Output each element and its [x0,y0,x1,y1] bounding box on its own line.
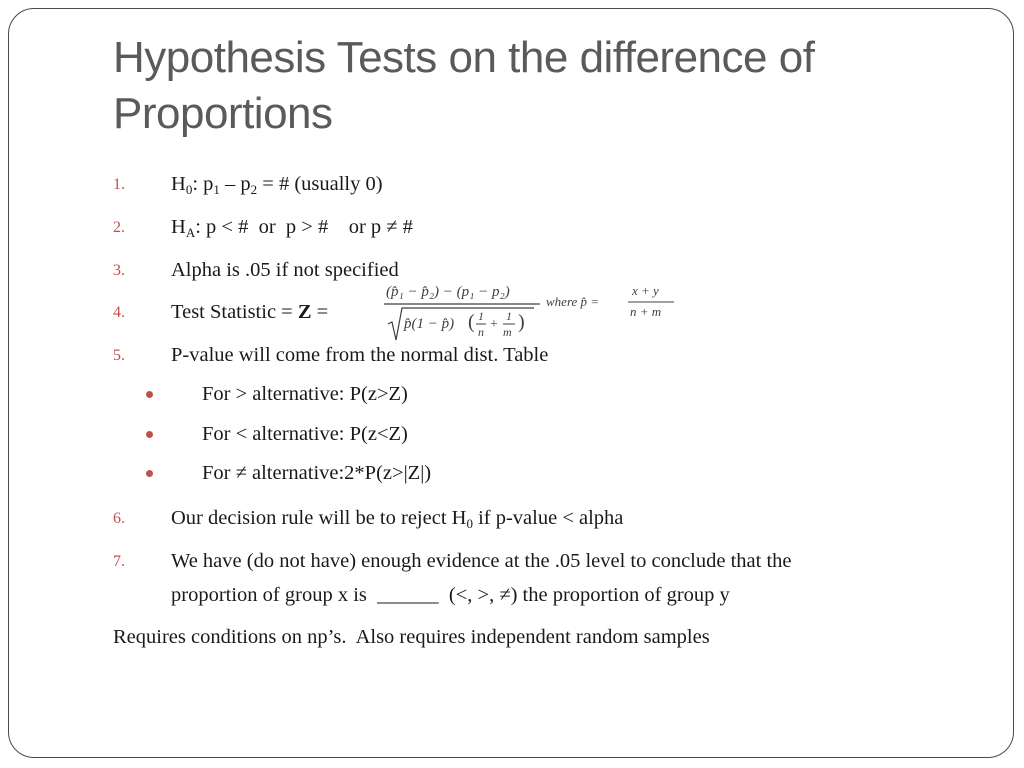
item-5-text: P-value will come from the normal dist. Table [171,344,549,366]
item-number-3: 3. [113,262,125,279]
formula-where: where p̂ = [546,294,600,309]
bullet-3-text: For ≠ alternative:2*P(z>|Z|) [202,462,432,484]
item-7-line-1: We have (do not have) enough evidence at the .05 level to conclude that the [171,550,792,572]
item-1-b: – p [219,173,251,195]
formula-plus: + [490,317,498,332]
item-1-text [171,171,383,197]
item-number-5: 5. [113,347,125,364]
bullet-1-text: For > alternative: P(z>Z) [202,383,408,405]
title-line-1: Hypothesis Tests on the difference of [113,33,815,82]
formula-m: m [503,325,512,339]
bullet-dot-3 [146,470,153,477]
item-4-text [171,299,328,325]
requirements-note: Requires conditions on np’s. Also requires independent random samples [113,626,710,648]
item-2-h: H [171,216,186,238]
item-number-2: 2. [113,219,125,236]
item-6-after: if p-value < alpha [472,507,624,529]
item-number-4: 4. [113,304,125,321]
item-4-after: = [311,301,329,323]
item-2-text [171,214,413,240]
item-6-text [171,505,623,531]
item-4-label: Test Statistic = [171,301,298,323]
test-statistic-formula [382,278,682,346]
svg-text:(: ( [468,311,475,333]
item-number-6: 6. [113,510,125,527]
item-number-7: 7. [113,553,125,570]
item-1-h-sub: 0 [185,182,193,197]
formula-where-den: n + m [630,304,662,319]
formula-denominator-prefix: p̂(1 − p̂) [404,316,455,332]
item-1-c: = # (usually 0) [257,173,383,195]
formula-one-1: 1 [478,309,484,323]
formula-where-num: x + y [632,283,659,298]
bullet-dot-1 [146,391,153,398]
item-1-a: : p [192,173,214,195]
item-6-label: Our decision rule will be to reject H [171,507,467,529]
formula-one-2: 1 [506,309,512,323]
item-6-sub: 0 [466,516,473,531]
item-4-bold: Z [297,301,312,323]
item-1-b-sub: 2 [250,182,258,197]
item-7-line-2: proportion of group x is ______ (<, >, ≠) the proportion of group y [171,584,730,606]
item-1-h: H [171,173,186,195]
bullet-dot-2 [146,431,153,438]
item-1-a-sub: 1 [213,182,220,197]
formula-numerator: (p̂₁ − p̂₂) − (p₁ − p₂) [386,284,510,300]
item-3-text: Alpha is .05 if not specified [171,259,399,281]
svg-text:): ) [518,311,525,333]
item-number-1: 1. [113,176,125,193]
title-line-2: Proportions [113,89,333,138]
item-2-h-sub: A [185,225,196,240]
item-2-rest: : p < # or p > # or p ≠ # [195,216,413,238]
formula-n: n [478,325,484,339]
slide-title [113,30,973,142]
bullet-2-text: For < alternative: P(z<Z) [202,423,408,445]
